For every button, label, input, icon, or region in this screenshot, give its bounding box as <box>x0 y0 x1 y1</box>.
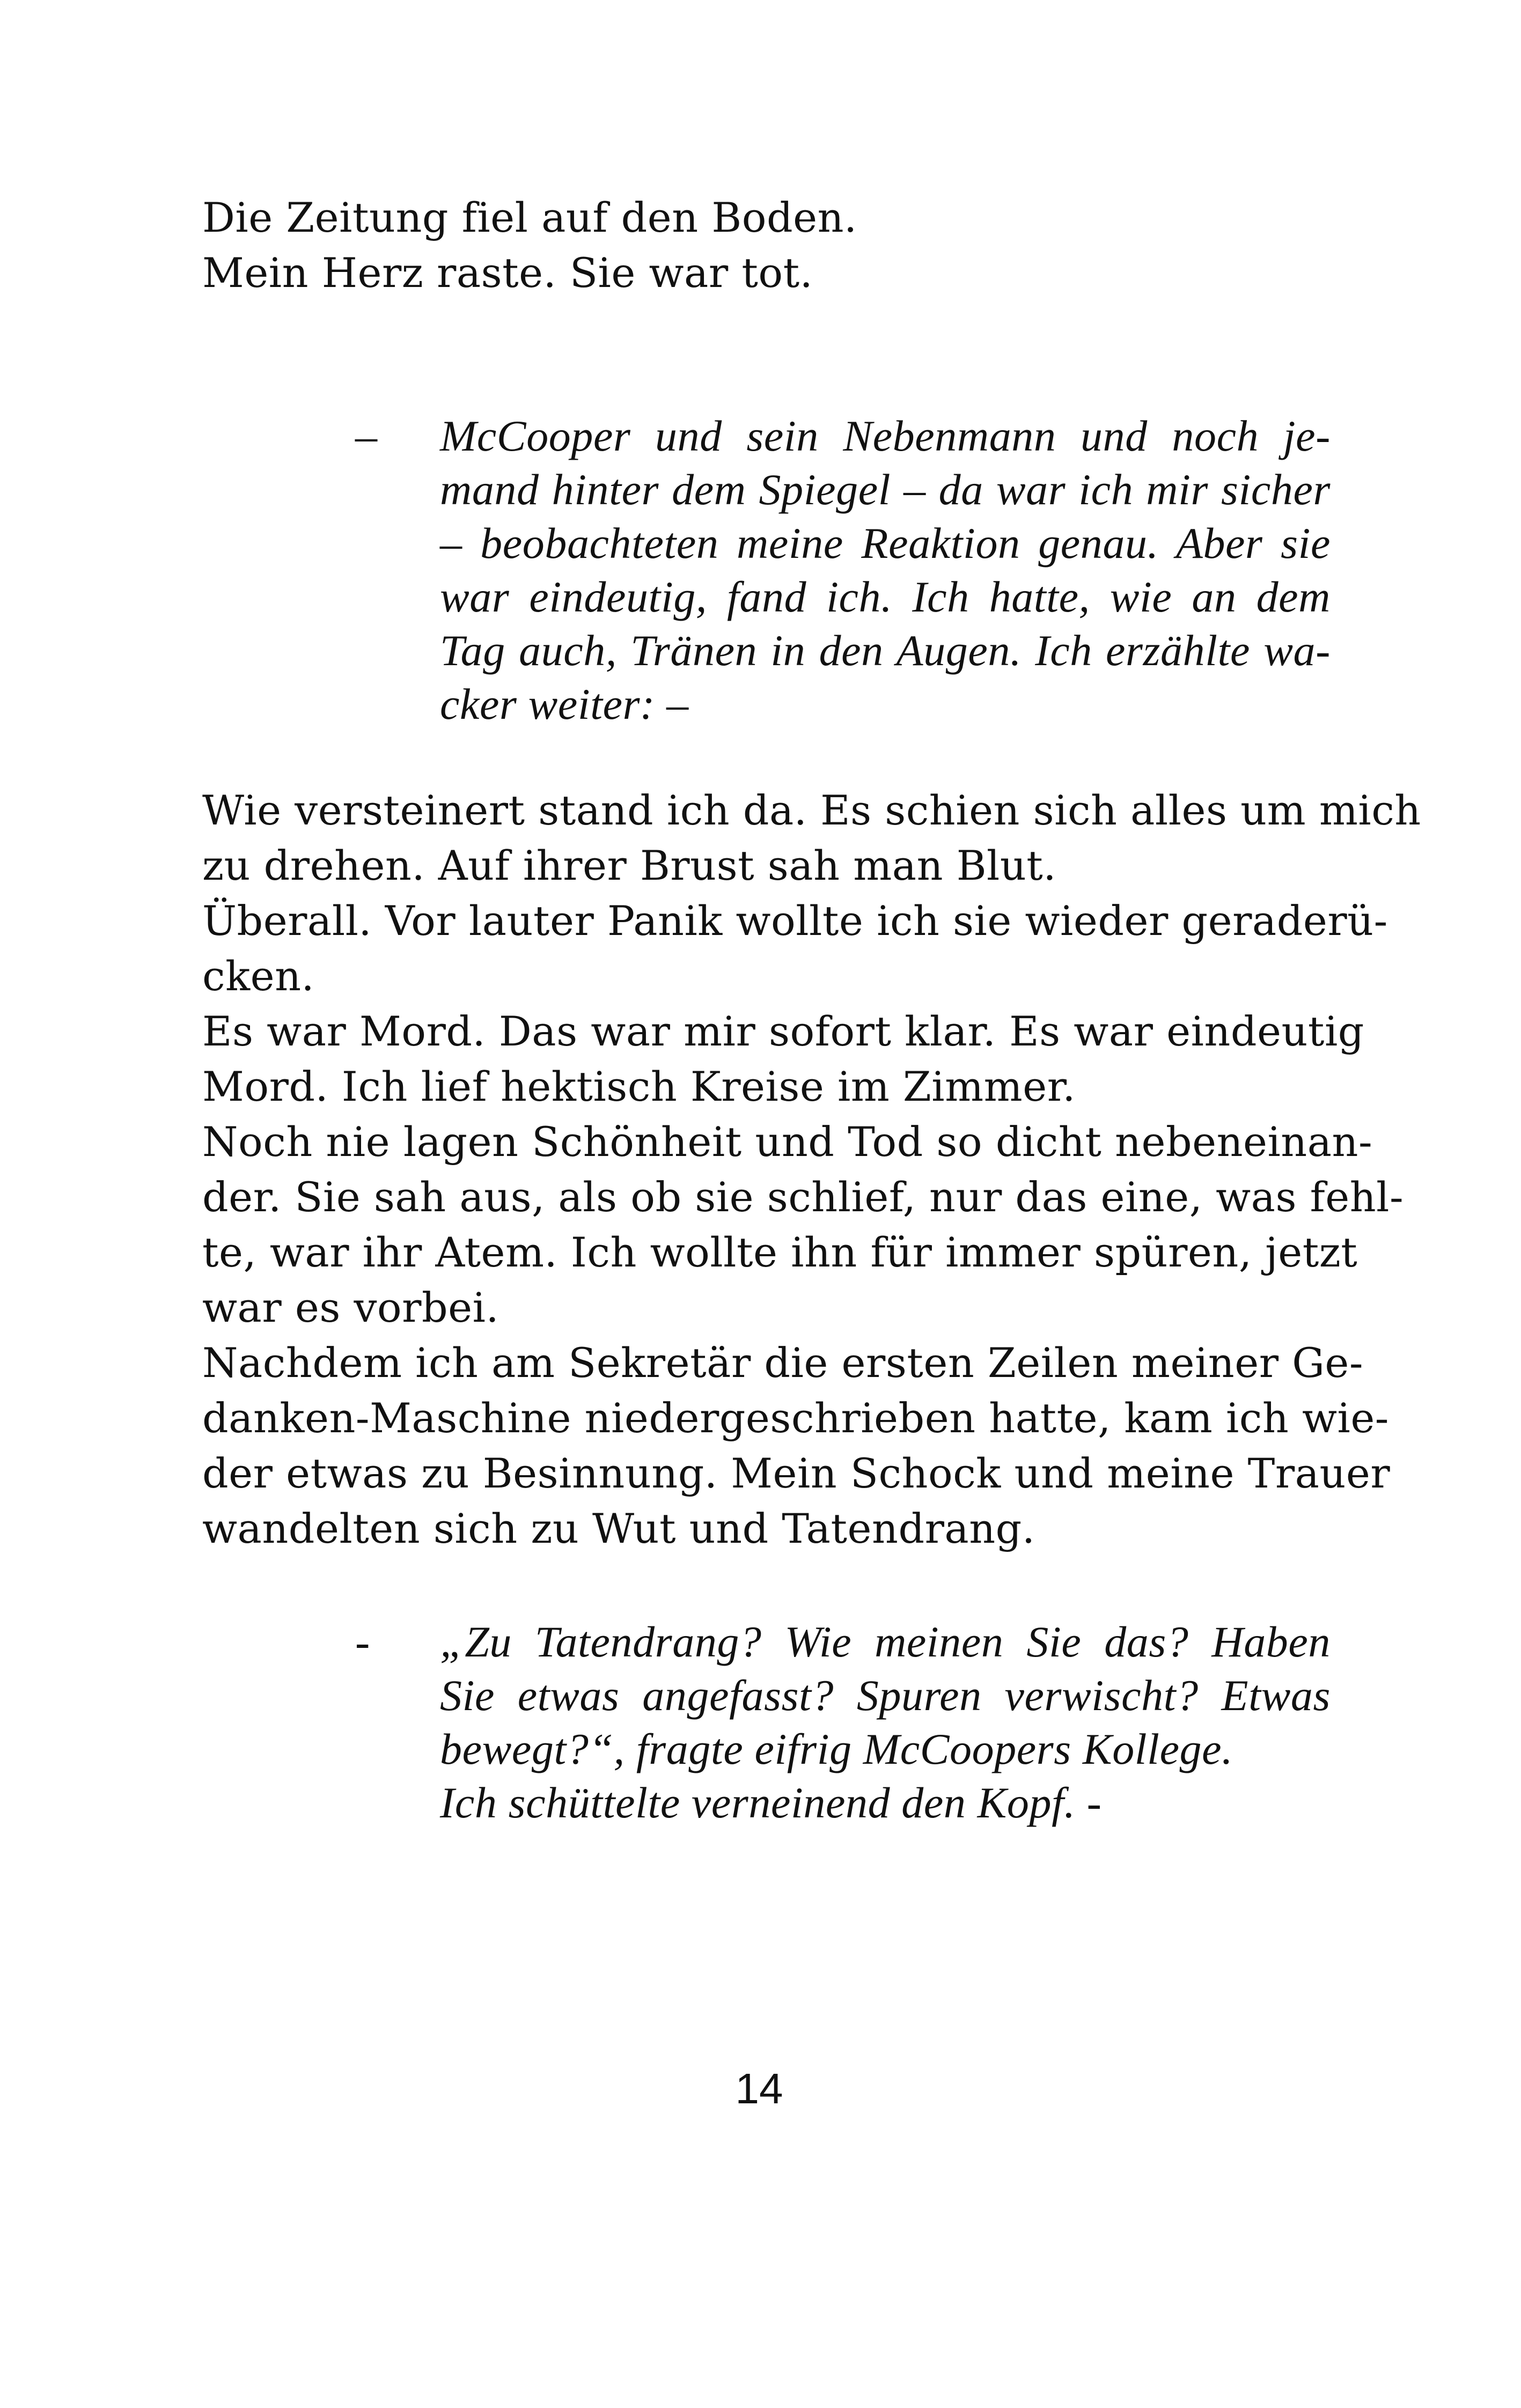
page-number: 14 <box>735 2065 783 2112</box>
quote-line: „Zu Tatendrang? Wie meinen Sie das? Haben <box>440 1617 1331 1666</box>
body-line: wandelten sich zu Wut und Tatendrang. <box>202 1505 1035 1552</box>
body-line: Wie versteinert stand ich da. Es schien sich alles um mich <box>202 786 1421 834</box>
body-line: Mord. Ich lief hektisch Kreise im Zimmer. <box>202 1063 1076 1110</box>
quote-line: cker weiter: – <box>440 680 689 728</box>
quote-line: Ich schüttelte verneinend den Kopf. - <box>440 1778 1102 1827</box>
body-line: Überall. Vor lauter Panik wollte ich sie wieder geraderü- <box>202 897 1388 945</box>
quote-line: war eindeutig, fand ich. Ich hatte, wie an dem <box>440 572 1331 621</box>
body-line: der etwas zu Besinnung. Mein Schock und meine Trauer <box>202 1449 1391 1497</box>
body-line: war es vorbei. <box>202 1284 499 1331</box>
body-line: zu drehen. Auf ihrer Brust sah man Blut. <box>202 842 1056 889</box>
quote-line: Tag auch, Tränen in den Augen. Ich erzählte wa- <box>440 626 1331 675</box>
quote-line: – beobachteten meine Reaktion genau. Aber sie <box>440 519 1331 568</box>
quote-line: Sie etwas angefasst? Spuren verwischt? Etwas <box>440 1671 1331 1720</box>
body-line: Mein Herz raste. Sie war tot. <box>202 249 813 297</box>
quote-dash: - <box>355 1617 370 1666</box>
body-line: Die Zeitung fiel auf den Boden. <box>202 194 857 241</box>
body-line: Es war Mord. Das war mir sofort klar. Es war eindeutig <box>202 1007 1364 1055</box>
quote-line: bewegt?“, fragte eifrig McCoopers Kollege. <box>440 1725 1233 1773</box>
quote-dash: – <box>355 411 377 460</box>
body-line: te, war ihr Atem. Ich wollte ihn für immer spüren, jetzt <box>202 1228 1358 1276</box>
body-line: der. Sie sah aus, als ob sie schlief, nur das eine, was fehl- <box>202 1173 1404 1221</box>
body-line: Noch nie lagen Schönheit und Tod so dicht nebeneinan- <box>202 1118 1373 1166</box>
quote-line: McCooper und sein Nebenmann und noch je- <box>440 411 1331 460</box>
body-line: Nachdem ich am Sekretär die ersten Zeilen meiner Ge- <box>202 1339 1364 1387</box>
body-line: cken. <box>202 952 315 1000</box>
body-line: danken-Maschine niedergeschrieben hatte, kam ich wie- <box>202 1394 1389 1442</box>
quote-line: mand hinter dem Spiegel – da war ich mir sicher <box>440 465 1331 514</box>
